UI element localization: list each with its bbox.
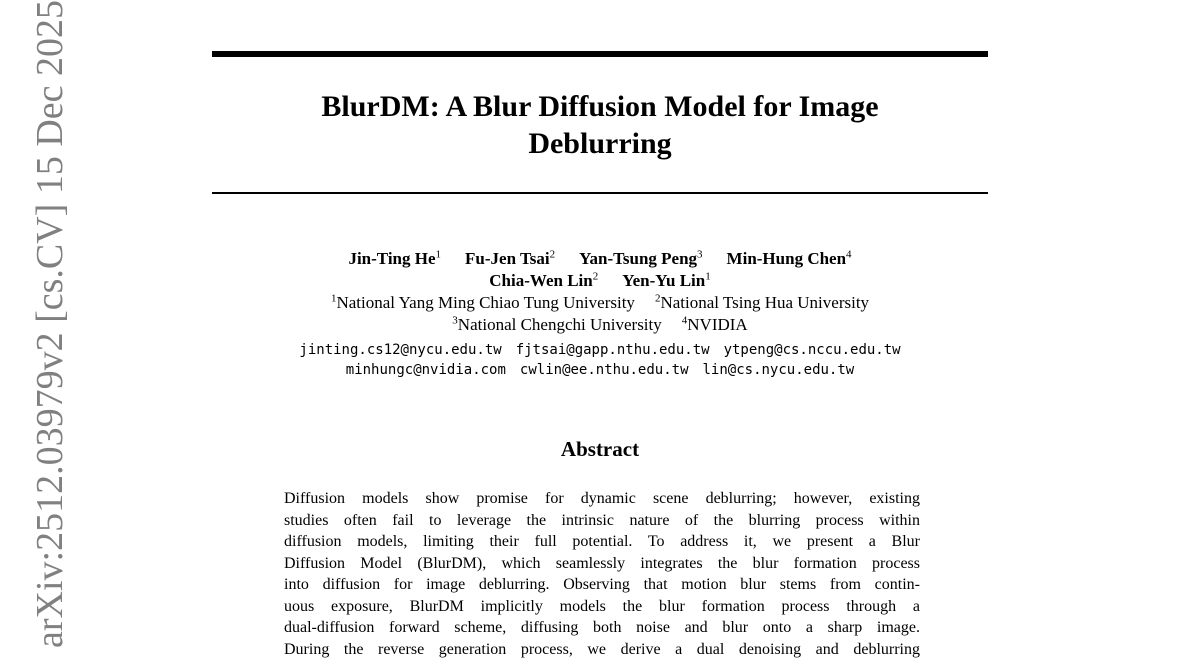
abstract-line: Diffusion Model (BlurDM), which seamlessly integrates the blur formation process [284,553,920,575]
email-block [200,340,1000,380]
email-address[interactable]: ytpeng@cs.nccu.edu.tw [724,342,901,358]
abstract-line: into diffusion for image deblurring. Observing that motion blur stems from contin- [284,574,920,596]
title-line-2: Deblurring [528,127,671,160]
title-line-1: BlurDM: A Blur Diffusion Model for Image [321,90,878,123]
author-block [212,248,988,336]
author-name: Jin-Ting He$^1$ [348,249,441,268]
author-name: Chia-Wen Lin$^2$ [489,271,598,290]
affiliation: $^2$National Tsing Hua University [655,293,869,312]
top-thick-rule [212,51,988,57]
affiliations-row-2 [212,314,988,336]
abstract-heading: Abstract [212,436,988,462]
authors-row-1 [212,248,988,270]
arxiv-identifier-stamp: arXiv:2512.03979v2 [cs.CV] 15 Dec 2025 [28,0,72,648]
affiliation: $^1$National Yang Ming Chiao Tung University [331,293,635,312]
email-address[interactable]: lin@cs.nycu.edu.tw [703,362,855,378]
abstract-line: studies often fail to leverage the intrinsic nature of the blurring process within [284,510,920,532]
email-address[interactable]: minhungc@nvidia.com [346,362,506,378]
email-address[interactable]: fjtsai@gapp.nthu.edu.tw [516,342,710,358]
abstract-line: uous exposure, BlurDM implicitly models the blur formation process through a [284,596,920,618]
emails-row-2 [200,360,1000,380]
paper-title [212,88,988,162]
author-name: Yan-Tsung Peng$^3$ [579,249,702,268]
author-name: Yen-Yu Lin$^1$ [622,271,711,290]
emails-row-1 [200,340,1000,360]
authors-row-2 [212,270,988,292]
abstract-line: diffusion models, limiting their full potential. To address it, we present a Blur [284,531,920,553]
abstract-body [284,488,920,660]
email-address[interactable]: jinting.cs12@nycu.edu.tw [299,342,501,358]
affiliation: $^3$National Chengchi University [452,315,661,334]
author-name: Min-Hung Chen$^4$ [727,249,852,268]
abstract-line: dual-diffusion forward scheme, diffusing both noise and blur onto a sharp image. [284,617,920,639]
title-bottom-rule [212,192,988,194]
affiliations-row-1 [212,292,988,314]
author-name: Fu-Jen Tsai$^2$ [465,249,555,268]
abstract-line: Diffusion models show promise for dynamic scene deblurring; however, existing [284,488,920,510]
email-address[interactable]: cwlin@ee.nthu.edu.tw [520,362,689,378]
affiliation: $^4$NVIDIA [682,315,748,334]
abstract-line: During the reverse generation process, we derive a dual denoising and deblurring [284,639,920,660]
